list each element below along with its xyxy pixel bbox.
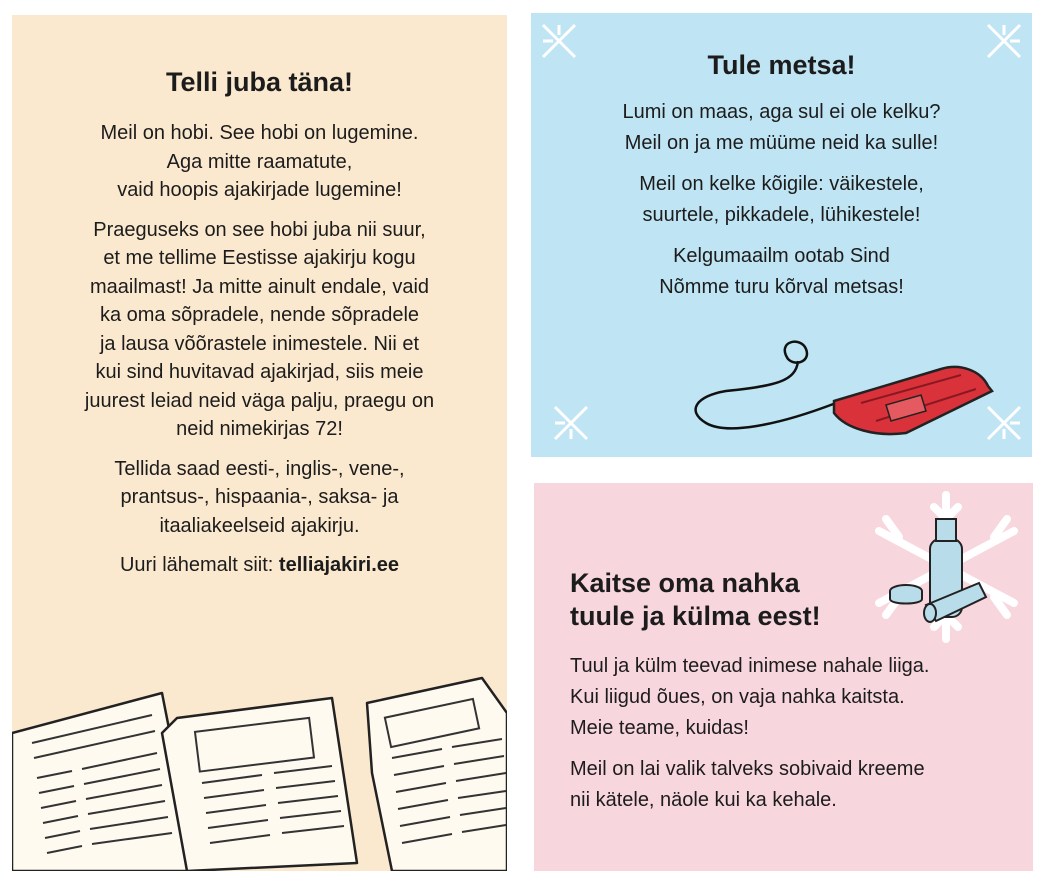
paragraph: Tuul ja külm teevad inimese nahale liiga. Kui liigud õues, on vaja nahka kaitsta. Meie teame, kuidas! <box>570 655 930 739</box>
skincare-panel <box>534 483 1033 871</box>
paragraph: Lumi on maas, aga sul ei ole kelku? Meil on ja me müüme neid ka sulle! <box>622 101 941 154</box>
subscription-panel <box>12 15 507 871</box>
link-prefix: Uuri lähemalt siit: <box>119 554 279 576</box>
paragraph: Meil on hobi. See hobi on lugemine. Aga mitte raamatute, vaid hoopis ajakirjade lugemine! <box>100 122 419 201</box>
link-line <box>42 551 477 580</box>
panel-title: Telli juba täna! <box>165 67 354 97</box>
paragraph: Kelgumaailm ootab Sind Nõmme turu kõrval metsas! <box>659 245 904 298</box>
newspapers-icon <box>12 653 507 871</box>
paragraph: Praeguseks on see hobi juba nii suur, et me tellime Eestisse ajakirju kogu maailmast! Ja mitte ainult endale, vaid ka oma sõpradele, nende sõpradele ja lausa võõrastele inimestele. Nii et kui sind huvitavad ajakirjad, siis meie juurest leiad neid väga palju, praegu on neid nimekirjas 72! <box>84 218 435 440</box>
website-link[interactable]: telliajakiri.ee <box>278 554 399 576</box>
panel-body <box>570 651 1010 826</box>
panel-title: Kaitse oma nahka tuule ja külma eest! <box>570 568 821 631</box>
paragraph: Meil on lai valik talveks sobivaid kreeme nii kätele, näole kui ka kehale. <box>570 758 925 811</box>
sled-panel <box>531 13 1032 457</box>
sled-icon <box>686 331 1006 451</box>
panel-body <box>561 97 1002 313</box>
panel-body <box>42 119 477 591</box>
paragraph: Tellida saad eesti-, inglis-, vene-, prantsus-, hispaania-, saksa- ja itaaliakeelseid ajakirju. <box>114 457 405 537</box>
paragraph: Meil on kelke kõigile: väikestele, suurtele, pikkadele, lühikestele! <box>639 173 924 226</box>
panel-title: Tule metsa! <box>707 50 856 80</box>
snowflake-corner-icon <box>551 403 591 443</box>
